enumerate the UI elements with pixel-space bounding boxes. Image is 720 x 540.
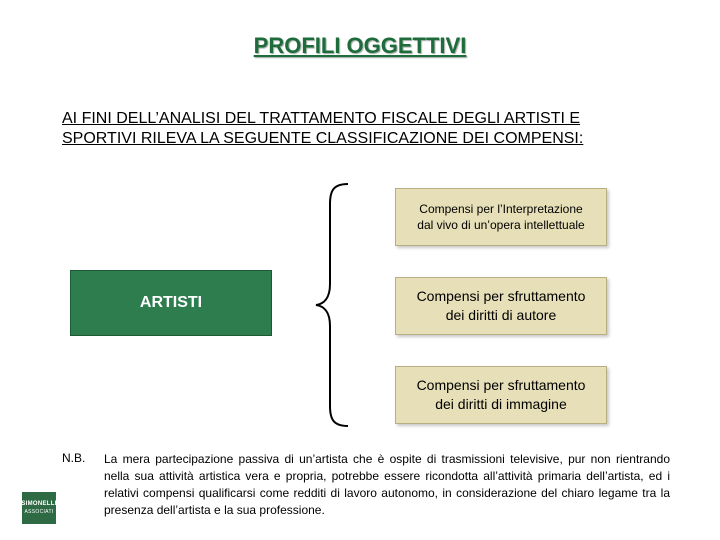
artisti-box [70,270,272,336]
compensi-1-line-2: dal vivo di un’opera intellettuale [417,218,585,232]
compensi-1-line-1: Compensi per l’Interpretazione [419,202,583,216]
logo-line-1: SIMONELLI [21,501,57,507]
curly-brace [306,180,356,430]
nb-text: La mera partecipazione passiva di un’artista che è ospite di trasmissioni televisive, pur non rientrando nella sua attività artistica vera e propria, potrebbe essere ricondotta all’attività primaria dell’artista, ed i relativi compensi qualificarsi come redditi di lavoro autonomo, in considerazione del chiaro legame tra la presenza dell’artista e la sua professione. [104,452,670,517]
compensi-box-diritti-immagine [395,366,607,424]
compensi-2-line-1: Compensi per sfruttamento [416,288,586,304]
compensi-3-line-2: dei diritti di immagine [435,396,567,412]
compensi-box-diritti-autore [395,277,607,335]
compensi-3-line-1: Compensi per sfruttamento [416,377,586,393]
artisti-label: ARTISTI [139,294,203,311]
intro-line-2: SPORTIVI RILEVA LA SEGUENTE CLASSIFICAZIONE DEI COMPENSI: [62,130,584,147]
page-title: PROFILI OGGETTIVI [253,33,467,58]
logo-line-2: ASSOCIATI [24,509,54,515]
company-logo [22,492,56,524]
compensi-2-line-2: dei diritti di autore [445,307,557,323]
nb-label: N.B. [62,451,86,465]
compensi-box-interpretazione [395,188,607,246]
intro-text [62,109,662,149]
intro-line-1: AI FINI DELL’ANALISI DEL TRATTAMENTO FISCALE DEGLI ARTISTI E [62,110,581,127]
